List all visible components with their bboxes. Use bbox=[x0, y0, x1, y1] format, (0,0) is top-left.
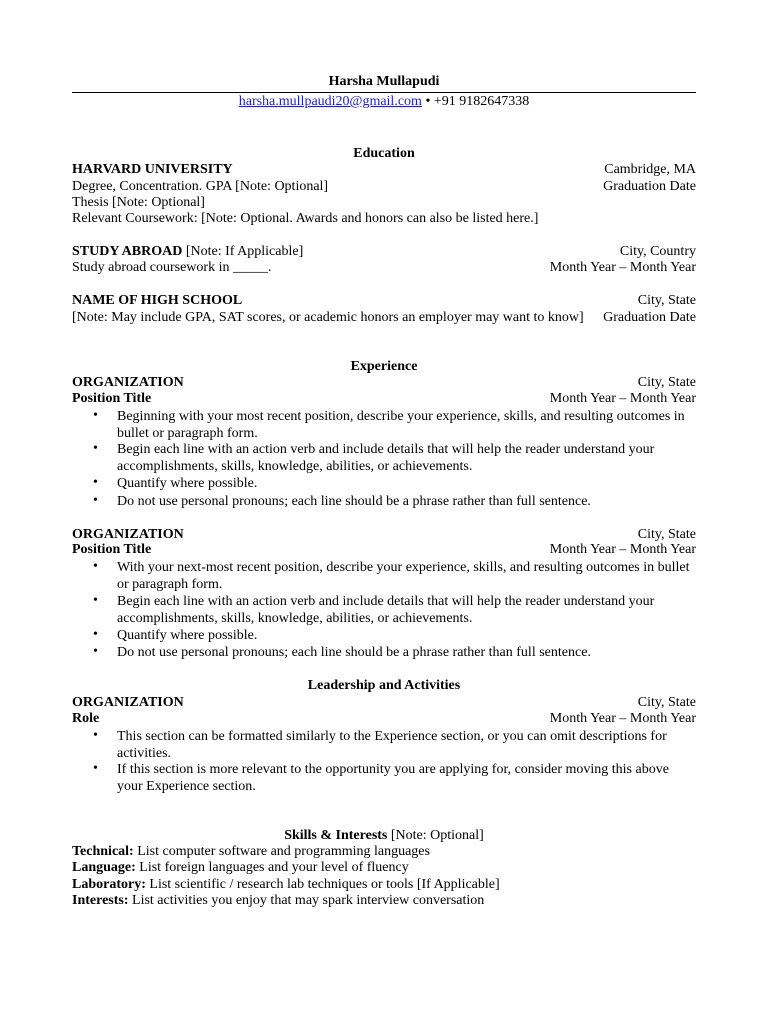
exp-2-bullet-1: With your next-most recent position, describe your experience, skills, and resulting outcomes in bullet or paragraph form. bbox=[117, 560, 690, 592]
exp-2-title-line bbox=[72, 541, 696, 558]
skill-text: List activities you enjoy that may spark interview conversation bbox=[132, 893, 485, 908]
edu-2-dates: Month Year – Month Year bbox=[549, 260, 696, 275]
exp-1-bullet-4: Do not use personal pronouns; each line should be a phrase rather than full sentence. bbox=[117, 494, 591, 509]
lead-bullet-1: This section can be formatted similarly to the Experience section, or you can omit descriptions for activities. bbox=[117, 729, 667, 761]
bullet-glyph: • bbox=[93, 559, 98, 574]
lead-title-line bbox=[72, 710, 696, 727]
bullet-glyph: • bbox=[93, 475, 98, 490]
skill-label: Technical: bbox=[72, 844, 134, 859]
experience-heading: Experience bbox=[350, 359, 418, 374]
candidate-name: Harsha Mullapudi bbox=[328, 74, 440, 89]
bullet-glyph: • bbox=[93, 728, 98, 743]
skill-label: Language: bbox=[72, 860, 136, 875]
edu-3-header bbox=[72, 292, 696, 309]
bullet-glyph: • bbox=[93, 493, 98, 508]
skill-row bbox=[72, 892, 696, 909]
lead-bullet-2: If this section is more relevant to the opportunity you are applying for, consider moving this above your Experience section. bbox=[117, 762, 669, 794]
bullet-glyph: • bbox=[93, 761, 98, 776]
exp-2-location: City, State bbox=[637, 527, 696, 542]
edu-1-header bbox=[72, 161, 696, 178]
bullet-glyph: • bbox=[93, 627, 98, 642]
edu-2-header bbox=[72, 243, 696, 260]
exp-1-dates: Month Year – Month Year bbox=[549, 391, 696, 406]
edu-2-location: City, Country bbox=[619, 244, 696, 259]
exp-2-dates: Month Year – Month Year bbox=[549, 542, 696, 557]
phone-number: +91 9182647338 bbox=[433, 94, 530, 109]
skill-text: List scientific / research lab techniques or tools [If Applicable] bbox=[149, 877, 500, 892]
exp-1-bullet-1: Beginning with your most recent position, describe your experience, skills, and resulting outcomes in bullet or paragraph form. bbox=[117, 409, 685, 441]
education-heading: Education bbox=[353, 146, 415, 161]
bullet-glyph: • bbox=[93, 593, 98, 608]
leadership-heading: Leadership and Activities bbox=[307, 678, 461, 693]
edu-2-detail-line bbox=[72, 259, 696, 276]
contact-separator: • bbox=[425, 94, 431, 109]
exp-1-title: Position Title bbox=[72, 391, 152, 406]
skills-heading: Skills & Interests bbox=[284, 828, 388, 843]
edu-3-detail-line bbox=[72, 309, 696, 326]
exp-2-bullet-4: Do not use personal pronouns; each line should be a phrase rather than full sentence. bbox=[117, 645, 591, 660]
edu-3-org: NAME OF HIGH SCHOOL bbox=[72, 293, 243, 308]
skill-label: Laboratory: bbox=[72, 877, 146, 892]
edu-1-grad-date: Graduation Date bbox=[603, 179, 696, 194]
exp-2-org: ORGANIZATION bbox=[72, 527, 184, 542]
edu-2-org-note: [Note: If Applicable] bbox=[185, 244, 304, 259]
skill-text: List foreign languages and your level of fluency bbox=[139, 860, 409, 875]
exp-1-title-line bbox=[72, 390, 696, 407]
edu-3-grad-date: Graduation Date bbox=[603, 310, 696, 325]
exp-2-bullet-2: Begin each line with an action verb and include details that will help the reader understand your accomplishments, skills, knowledge, abilities, or achievements. bbox=[117, 594, 655, 626]
bullet-glyph: • bbox=[93, 408, 98, 423]
skill-label: Interests: bbox=[72, 893, 129, 908]
contact-line bbox=[72, 93, 696, 110]
bullet-glyph: • bbox=[93, 441, 98, 456]
exp-2-bullet-3: Quantify where possible. bbox=[117, 628, 258, 643]
edu-1-thesis: Thesis [Note: Optional] bbox=[72, 195, 205, 210]
lead-org: ORGANIZATION bbox=[72, 695, 184, 710]
bullet-glyph: • bbox=[93, 644, 98, 659]
lead-role: Role bbox=[72, 711, 100, 726]
edu-3-note: [Note: May include GPA, SAT scores, or academic honors an employer may want to know] bbox=[72, 310, 584, 325]
edu-1-location: Cambridge, MA bbox=[604, 162, 696, 177]
exp-1-bullet-3: Quantify where possible. bbox=[117, 476, 258, 491]
edu-2-org: STUDY ABROAD bbox=[72, 244, 183, 259]
exp-2-title: Position Title bbox=[72, 542, 152, 557]
edu-1-coursework: Relevant Coursework: [Note: Optional. Awards and honors can also be listed here.] bbox=[72, 211, 539, 226]
skills-heading-note: [Note: Optional] bbox=[390, 828, 484, 843]
exp-1-org: ORGANIZATION bbox=[72, 375, 184, 390]
edu-3-location: City, State bbox=[637, 293, 696, 308]
email-link[interactable]: harsha.mullpaudi20@gmail.com bbox=[238, 94, 422, 109]
lead-dates: Month Year – Month Year bbox=[549, 711, 696, 726]
skill-text: List computer software and programming languages bbox=[137, 844, 430, 859]
exp-1-location: City, State bbox=[637, 375, 696, 390]
exp-1-header bbox=[72, 374, 696, 391]
skills-heading-line bbox=[72, 827, 696, 844]
skill-row bbox=[72, 843, 696, 860]
edu-1-degree: Degree, Concentration. GPA [Note: Optional] bbox=[72, 179, 329, 194]
exp-1-bullet-2: Begin each line with an action verb and include details that will help the reader understand your accomplishments, skills, knowledge, abilities, or achievements. bbox=[117, 442, 655, 474]
skill-row bbox=[72, 876, 696, 893]
edu-2-coursework: Study abroad coursework in _____. bbox=[72, 260, 272, 275]
skill-row bbox=[72, 859, 696, 876]
lead-header bbox=[72, 694, 696, 711]
lead-location: City, State bbox=[637, 695, 696, 710]
edu-1-degree-line bbox=[72, 178, 696, 195]
edu-1-org: HARVARD UNIVERSITY bbox=[72, 162, 233, 177]
